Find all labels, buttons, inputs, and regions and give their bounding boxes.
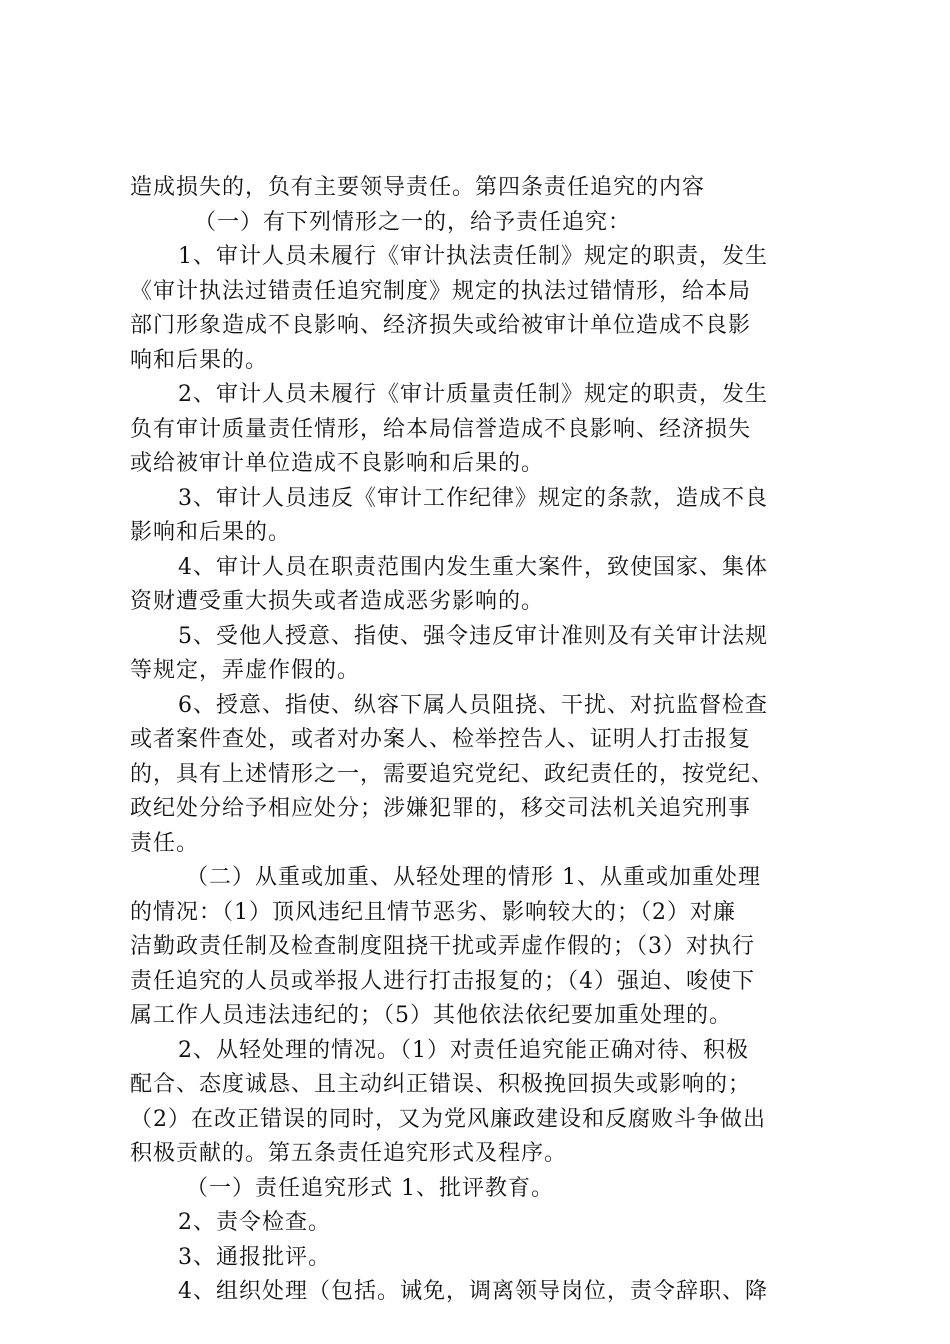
text-line: 4、组织处理（包括。诫免，调离领导岗位，责令辞职、降 xyxy=(178,1279,768,1304)
text-line: 部门形象造成不良影响、经济损失或给被审计单位造成不良影 xyxy=(130,313,752,338)
text-line: 3、审计人员违反《审计工作纪律》规定的条款，造成不良 xyxy=(178,485,768,511)
text-line: 《审计执法过错责任追究制度》规定的执法过错情形，给本局 xyxy=(130,278,752,304)
text-line: 洁勤政责任制及检查制度阻挠干扰或弄虚作假的；（3）对执行 xyxy=(130,934,755,959)
text-line: 或给被审计单位造成不良影响和后果的。 xyxy=(130,451,545,476)
text-line: 2、责令检查。 xyxy=(178,1210,331,1235)
text-line: 3、通报批评。 xyxy=(178,1244,331,1270)
section-heading: （一）责任追究形式 1、批评教育。 xyxy=(186,1175,554,1201)
text-line: 造成损失的，负有主要领导责任。第四条责任追究的内容 xyxy=(130,175,706,200)
text-line: （2）在改正错误的同时，又为党风廉政建设和反腐败斗争做出 xyxy=(130,1106,766,1132)
section-heading: （二）从重或加重、从轻处理的情形 1、从重或加重处理 xyxy=(186,865,761,890)
text-line: 的情况：（1）顶风违纪且情节恶劣、影响较大的；（2）对廉 xyxy=(130,899,736,925)
text-line: 2、审计人员未履行《审计质量责任制》规定的职责，发生 xyxy=(178,382,768,407)
text-line: 1、审计人员未履行《审计执法责任制》规定的职责，发生 xyxy=(178,244,768,269)
text-line: 等规定，弄虚作假的。 xyxy=(130,658,361,683)
text-line: 配合、态度诚恳、且主动纠正错误、积极挽回损失或影响的； xyxy=(130,1072,752,1097)
text-line: 2、从轻处理的情况。（1）对责任追究能正确对待、积极 xyxy=(178,1037,749,1063)
text-line: 负有审计质量责任情形，给本局信誉造成不良影响、经济损失 xyxy=(130,416,752,442)
text-line: 影响和后果的。 xyxy=(130,520,292,545)
text-line: 4、审计人员在职责范围内发生重大案件，致使国家、集体 xyxy=(178,554,768,580)
document-body xyxy=(130,171,830,1310)
text-line: 5、受他人授意、指使、强令违反审计准则及有关审计法规 xyxy=(178,623,768,649)
text-line: 积极贡献的。第五条责任追究形式及程序。 xyxy=(130,1141,568,1166)
text-line: 的，具有上述情形之一，需要追究党纪、政纪责任的，按党纪、 xyxy=(130,761,775,787)
text-line: 责任。 xyxy=(130,830,200,856)
text-line: 6、授意、指使、纵容下属人员阻挠、干扰、对抗监督检查 xyxy=(178,692,768,718)
text-line: 政纪处分给予相应处分；涉嫌犯罪的，移交司法机关追究刑事 xyxy=(130,796,752,821)
text-line: 响和后果的。 xyxy=(130,347,269,373)
text-line: 资财遭受重大损失或者造成恶劣影响的。 xyxy=(130,589,545,614)
text-line: 责任追究的人员或举报人进行打击报复的；（4）强迫、唆使下 xyxy=(130,968,755,994)
text-line: 或者案件查处，或者对办案人、检举控告人、证明人打击报复 xyxy=(130,727,752,752)
section-heading: （一）有下列情形之一的，给予责任追究： xyxy=(194,209,632,235)
text-line: 属工作人员违法违纪的；（5）其他依法依纪要加重处理的。 xyxy=(130,1003,732,1028)
